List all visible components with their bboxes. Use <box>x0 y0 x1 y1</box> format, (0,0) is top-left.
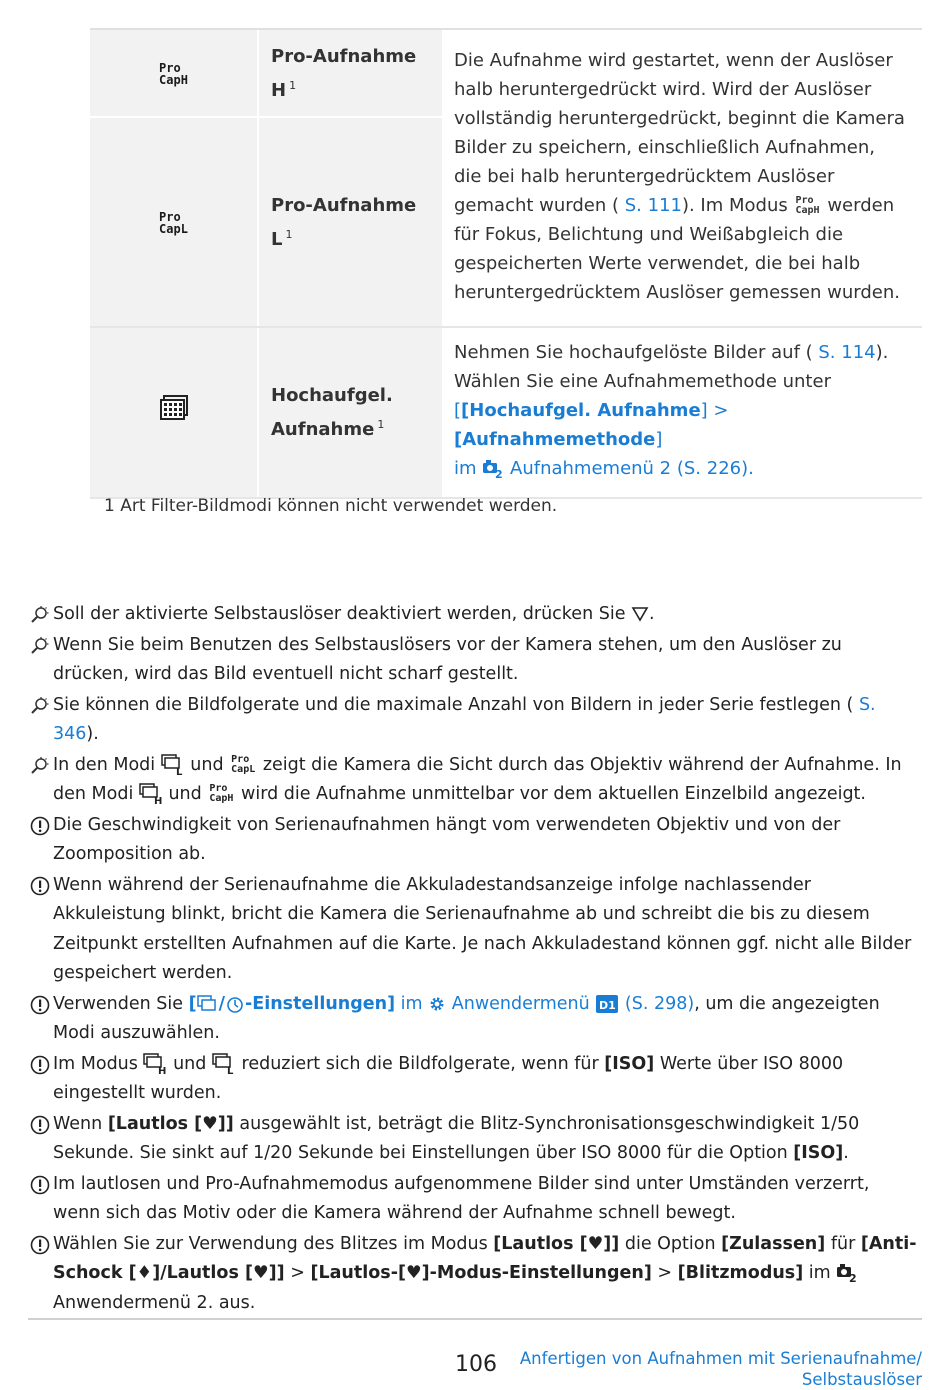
list-item: Wenn während der Serienaufnahme die Akkuladestandsanzeige infolge nachlassender Akkuleistung blinkt, bricht die Kamera die Serienaufnahme ab und schreibt die bis zu diesem Zeitpunkt erstellten Aufnahmen auf die Karte. Je nach Akkuladestand können ggf. nicht alle Bilder gespeichert werden. <box>30 871 922 989</box>
pro-cap-h-icon: Pro CapH <box>795 194 820 216</box>
svg-text:2: 2 <box>849 1272 857 1283</box>
list-item: Wenn Sie beim Benutzen des Selbstauslösers vor der Kamera stehen, um den Auslöser zu drücken, wird das Bild eventuell nicht scharf gestellt. <box>30 631 922 690</box>
svg-text:D1: D1 <box>599 998 617 1012</box>
sequential-shooting-icon <box>197 995 219 1013</box>
list-item: Soll der aktivierte Selbstauslöser deaktiviert werden, drücken Sie . <box>30 600 922 630</box>
pro-cap-l-icon: Pro CapL <box>159 209 188 236</box>
menu-link[interactable]: [[Hochaufgel. Aufnahme] <box>454 400 708 421</box>
settings-link[interactable]: [ / -Einstellungen] <box>188 993 396 1014</box>
table-footnote: 1 Art Filter-Bildmodi können nicht verwendet werden. <box>104 496 558 516</box>
mode-name: Hochaufgel. Aufnahme $^1$ <box>258 327 442 498</box>
mode-name: Pro-Aufnahme L $^1$ <box>258 117 442 327</box>
mode-table <box>90 30 922 499</box>
caution-icon <box>30 1115 50 1135</box>
icon-cell <box>90 117 258 327</box>
list-item: Sie können die Bildfolgerate und die maximale Anzahl von Bildern in jeder Serie festlegen ( S. 346). <box>30 691 922 750</box>
tip-icon <box>30 636 50 656</box>
sequential-high-icon <box>143 1053 167 1075</box>
page-link[interactable]: S. 114 <box>812 342 876 363</box>
mode-description: Die Aufnahme wird gestartet, wenn der Auslöser halb heruntergedrückt wird. Wird der Auslöser vollständig heruntergedrückt, beginnt die Kamera Bilder zu speichern, einschließlich Aufnahmen, die bei halb heruntergedrücktem Auslöser gemacht wurden ( S. 111). Im Modus Pro CapH werden für Fokus, Belichtung und Weißabgleich die gespeicherten Werte verwendet, die bei halb heruntergedrücktem Auslöser gemessen wurden. <box>442 30 922 327</box>
tip-icon <box>30 756 50 776</box>
tip-icon <box>30 605 50 625</box>
svg-text:L: L <box>175 766 183 776</box>
list-item: In den Modi L und Pro CapL zeigt die Kamera die Sicht durch das Objektiv während der Aufnahme. In den Modi H und Pro CapH wird die Aufnahme unmittelbar vor dem aktuellen Einzelbild angezeigt. <box>30 751 922 810</box>
list-item: Im lautlosen und Pro-Aufnahmemodus aufgenommene Bilder sind unter Umständen verzerrt, wenn sich das Motiv oder die Kamera während der Aufnahme schnell bewegt. <box>30 1170 922 1229</box>
svg-text:H: H <box>158 1065 167 1075</box>
list-item: Verwenden Sie [ / -Einstellungen] im Anwendermenü D1 (S. 298), um die angezeigten Modi auszuwählen. <box>30 990 922 1049</box>
table-row <box>90 327 922 498</box>
down-triangle-icon <box>631 606 649 622</box>
list-item: Wählen Sie zur Verwendung des Blitzes im Modus [Lautlos [♥]] die Option [Zulassen] für [Anti-Schock [♦]/Lautlos [♥]] > [Lautlos-[♥]-Modus-Einstellungen] > [Blitzmodus] im 2 Anwendermenü 2. aus. <box>30 1230 922 1319</box>
camera-menu-icon <box>482 459 504 479</box>
notes-list <box>30 600 922 1319</box>
footnote-marker: 1 <box>285 227 293 241</box>
caution-icon <box>30 1235 50 1255</box>
tip-icon <box>30 696 50 716</box>
self-timer-icon <box>225 994 245 1014</box>
page-link[interactable]: (S. 298) <box>624 993 695 1014</box>
mode-description: Nehmen Sie hochaufgelöste Bilder auf ( S. 114). Wählen Sie eine Aufnahmemethode unter [[Hochaufgel. Aufnahme] > [Aufnahmemethode] im 2 Aufnahmemenü 2 (S. 226). <box>442 327 922 498</box>
page-link[interactable]: S. 111 <box>619 194 682 216</box>
mode-name-line2: H <box>271 79 287 101</box>
sequential-low-icon <box>161 754 185 776</box>
menu-link[interactable]: [Aufnahmemethode] <box>454 429 663 450</box>
section-title-link[interactable]: Anfertigen von Aufnahmen mit Serienaufnahme/ Selbstauslöser <box>519 1349 922 1389</box>
footnote-marker: 1 <box>289 78 297 92</box>
icon-cell <box>90 30 258 117</box>
caution-icon <box>30 1175 50 1195</box>
caution-icon <box>30 995 50 1015</box>
list-item: Die Geschwindigkeit von Serienaufnahmen hängt vom verwendeten Objektiv und von der Zoomposition ab. <box>30 811 922 870</box>
mode-name <box>258 30 442 117</box>
camera-menu-icon <box>836 1263 858 1283</box>
svg-text:L: L <box>226 1065 234 1075</box>
menu-link[interactable]: Anwendermenü <box>451 993 590 1014</box>
list-item: Im Modus H und L reduziert sich die Bildfolgerate, wenn für [ISO] Werte über ISO 8000 eingestellt wurden. <box>30 1050 922 1109</box>
pro-cap-h-icon: Pro CapH <box>209 783 234 804</box>
svg-text:H: H <box>153 796 163 805</box>
page-link[interactable]: S. 346 <box>53 694 876 744</box>
high-res-shot-icon <box>159 395 189 421</box>
svg-text:2: 2 <box>495 468 503 479</box>
list-item: Wenn [Lautlos [♥]] ausgewählt ist, beträgt die Blitz-Synchronisationsgeschwindigkeit 1/50 Sekunde. Sie sinkt auf 1/20 Sekunde bei Einstellungen über ISO 8000 für die Option [ISO]. <box>30 1110 922 1169</box>
menu-link[interactable]: Aufnahmemenü 2 (S. 226) <box>510 458 749 479</box>
pro-cap-h-icon: Pro CapH <box>159 60 188 87</box>
page-number: 106 <box>455 1352 497 1377</box>
mode-name-line1: Pro-Aufnahme <box>271 45 417 67</box>
footer-rule <box>28 1318 922 1320</box>
footnote-marker: 1 <box>377 418 385 431</box>
sequential-high-icon <box>139 783 163 805</box>
caution-icon <box>30 1055 50 1075</box>
d1-tab-icon <box>595 994 619 1014</box>
caution-icon <box>30 876 50 896</box>
pro-cap-l-icon: Pro CapL <box>231 753 256 775</box>
table-row <box>90 30 922 117</box>
sequential-low-icon <box>212 1053 236 1075</box>
caution-icon <box>30 816 50 836</box>
gear-icon <box>428 995 446 1013</box>
icon-cell <box>90 327 258 498</box>
